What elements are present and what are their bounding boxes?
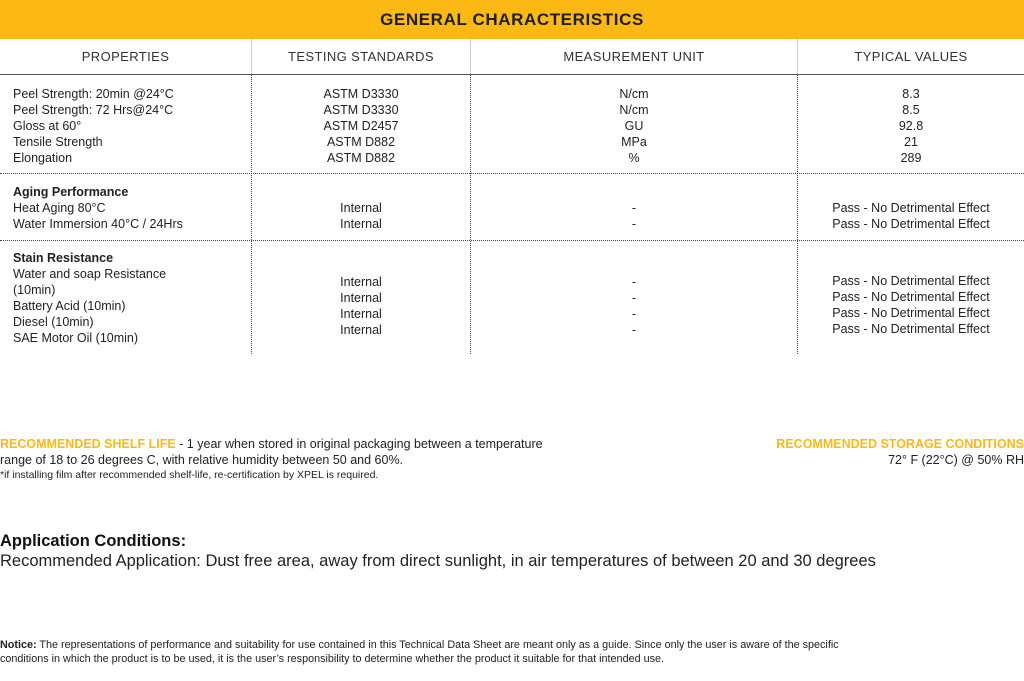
typical-value: 8.3 — [902, 87, 920, 101]
unit-value: - — [631, 201, 637, 215]
general-values — [798, 86, 1024, 166]
property-label: Gloss at 60° — [13, 119, 82, 133]
aging-units — [471, 200, 797, 232]
stain-properties — [13, 250, 248, 346]
storage-text: 72° F (22°C) @ 50% RH — [888, 453, 1024, 467]
aging-standards — [252, 200, 470, 232]
shelf-life-block — [0, 437, 700, 483]
standard-value: ASTM D882 — [326, 135, 396, 149]
stain-units — [471, 274, 797, 338]
stain-values — [798, 273, 1024, 337]
typical-value: Pass - No Detrimental Effect — [832, 290, 990, 304]
property-label: Elongation — [13, 151, 73, 165]
header-divider — [797, 39, 798, 74]
unit-value: - — [631, 307, 637, 321]
typical-value: 289 — [900, 151, 922, 165]
aging-properties — [13, 184, 248, 232]
typical-value: Pass - No Detrimental Effect — [832, 306, 990, 320]
notice-text: The representations of performance and suitability for use contained in this Technical Data Sheet are meant only as a guide. Since only the user is aware of the specific — [36, 639, 839, 651]
shelf-life-text-continued: range of 18 to 26 degrees C, with relative humidity between 50 and 60%. — [0, 453, 404, 467]
unit-value: GU — [624, 119, 644, 133]
property-label: (10min) — [13, 283, 56, 297]
shelf-life-label: RECOMMENDED SHELF LIFE — [0, 437, 176, 451]
standard-value: Internal — [340, 201, 382, 215]
typical-value: Pass - No Detrimental Effect — [832, 217, 990, 231]
general-standards — [252, 86, 470, 166]
property-label: Battery Acid (10min) — [13, 299, 126, 313]
unit-value: - — [631, 217, 637, 231]
property-label: Peel Strength: 72 Hrs@24°C — [13, 103, 174, 117]
notice-text-continued: conditions in which the product is to be used, it is the user’s responsibility to determine whether the product it suitable for that intended use. — [0, 652, 664, 665]
row-divider — [0, 240, 1024, 241]
unit-value: - — [631, 275, 637, 289]
storage-label: RECOMMENDED STORAGE CONDITIONS — [776, 437, 1024, 451]
header-divider — [251, 39, 252, 74]
shelf-life-line — [0, 437, 700, 453]
shelf-life-text: - 1 year when stored in original packaging between a temperature — [175, 437, 543, 451]
typical-value: Pass - No Detrimental Effect — [832, 201, 990, 215]
standard-value: ASTM D882 — [326, 151, 396, 165]
property-label: Water and soap Resistance — [13, 267, 167, 281]
unit-value: N/cm — [619, 103, 649, 117]
typical-value: Pass - No Detrimental Effect — [832, 322, 990, 336]
unit-value: MPa — [621, 135, 647, 149]
standard-value: ASTM D2457 — [323, 119, 399, 133]
property-label: Water Immersion 40°C / 24Hrs — [13, 217, 183, 231]
column-header-properties: PROPERTIES — [81, 49, 170, 64]
typical-value: 8.5 — [902, 103, 920, 117]
property-label: Diesel (10min) — [13, 315, 94, 329]
general-units — [471, 86, 797, 166]
standard-value: Internal — [340, 307, 382, 321]
column-header-unit: MEASUREMENT UNIT — [563, 49, 705, 64]
table-header — [0, 39, 1024, 75]
aging-values — [798, 200, 1024, 232]
column-header-standards: TESTING STANDARDS — [288, 49, 434, 64]
typical-value: 92.8 — [898, 119, 924, 133]
storage-block — [724, 437, 1024, 469]
section-banner — [0, 0, 1024, 39]
typical-value: Pass - No Detrimental Effect — [832, 274, 990, 288]
property-label: Heat Aging 80°C — [13, 201, 106, 215]
section-heading-aging: Aging Performance — [13, 185, 129, 199]
header-divider — [470, 39, 471, 74]
application-text: Recommended Application: Dust free area, away from direct sunlight, in air temperatures of between 20 and 30 degrees — [0, 552, 876, 570]
row-divider — [0, 173, 1024, 174]
notice-block — [0, 639, 1024, 666]
general-properties — [13, 86, 248, 166]
unit-value: N/cm — [619, 87, 649, 101]
standard-value: ASTM D3330 — [323, 103, 399, 117]
unit-value: % — [628, 151, 640, 165]
typical-value: 21 — [904, 135, 918, 149]
stain-standards — [252, 274, 470, 338]
notice-line — [0, 639, 1024, 653]
unit-value: - — [631, 323, 637, 337]
property-label: SAE Motor Oil (10min) — [13, 331, 139, 345]
standard-value: ASTM D3330 — [323, 87, 399, 101]
standard-value: Internal — [340, 323, 382, 337]
application-title: Application Conditions: — [0, 532, 187, 550]
property-label: Peel Strength: 20min @24°C — [13, 87, 174, 101]
column-header-values: TYPICAL VALUES — [854, 49, 968, 64]
standard-value: Internal — [340, 217, 382, 231]
section-heading-stain: Stain Resistance — [13, 251, 114, 265]
notice-label: Notice: — [0, 639, 37, 651]
property-label: Tensile Strength — [13, 135, 103, 149]
standard-value: Internal — [340, 275, 382, 289]
unit-value: - — [631, 291, 637, 305]
shelf-life-footnote: *if installing film after recommended shelf-life, re-certification by XPEL is required. — [0, 469, 379, 481]
standard-value: Internal — [340, 291, 382, 305]
section-title: GENERAL CHARACTERISTICS — [380, 9, 644, 29]
